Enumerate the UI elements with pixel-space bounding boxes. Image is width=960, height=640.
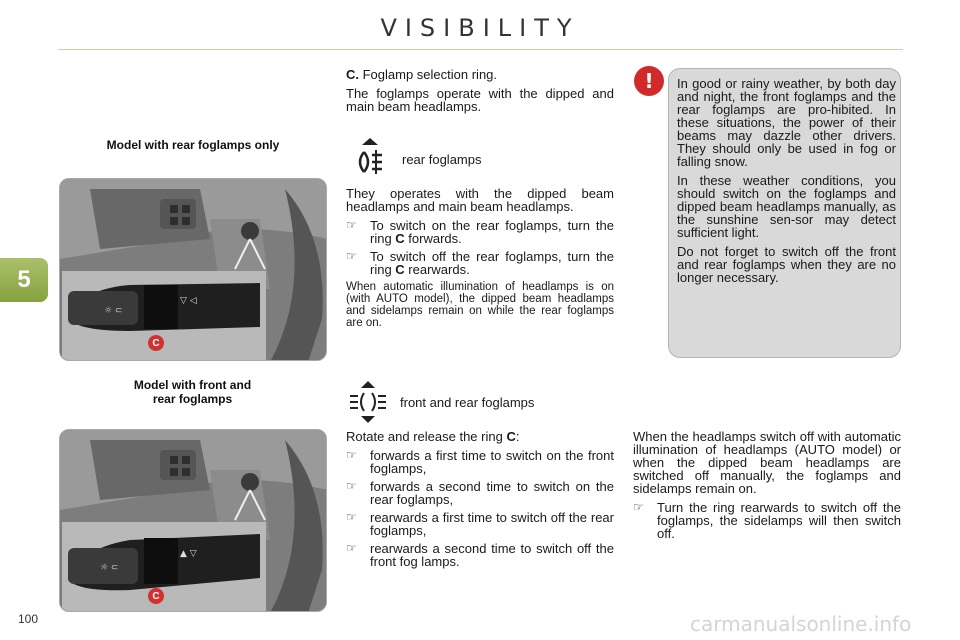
rear-foglamp-section	[346, 187, 614, 335]
watermark: carmanualsonline.info	[690, 612, 912, 636]
page-title: VISIBILITY	[380, 14, 580, 42]
bullet-text: rearwards a second time to switch off the front fog lamps.	[370, 541, 614, 569]
ring-ref: C	[395, 231, 405, 246]
hand-pointer-icon: ☞	[346, 218, 357, 232]
svg-text:▽ ◁: ▽ ◁	[180, 296, 197, 306]
hand-pointer-icon: ☞	[346, 249, 357, 263]
bullet-text: forwards a first time to switch on the front foglamps,	[370, 448, 614, 476]
svg-text:☼ ⊂: ☼ ⊂	[104, 306, 123, 316]
ring-c-marker: C	[148, 335, 164, 351]
front-rear-foglamp-row	[348, 381, 534, 423]
svg-text:▲ ▽: ▲ ▽	[180, 549, 197, 559]
dashboard-drawing	[60, 430, 327, 612]
rotate-text: :	[515, 429, 520, 444]
svg-text:☼ ⊂: ☼ ⊂	[100, 563, 119, 573]
hand-pointer-icon: ☞	[346, 541, 357, 555]
front-rear-foglamp-icon	[348, 381, 388, 423]
ring-ref: C	[506, 429, 516, 444]
list-item	[346, 542, 614, 568]
rear-foglamp-row	[350, 138, 481, 180]
hand-pointer-icon: ☞	[346, 448, 357, 462]
bullet-text: forwards a second time to switch on the rear foglamps,	[370, 479, 614, 507]
list-item	[346, 480, 614, 506]
caption-rear-only: Model with rear foglamps only	[106, 138, 280, 152]
ring-label: C.	[346, 67, 359, 82]
ring-c-marker: C	[148, 588, 164, 604]
bullet-text: rearwards a first time to switch off the rear foglamps,	[370, 510, 614, 538]
list-item	[346, 219, 614, 245]
warning-paragraph: Do not forget to switch off the front and rear foglamps when they are no longer necessary.	[677, 244, 896, 285]
rear-description: They operates with the dipped beam headlamps and main beam headlamps.	[346, 186, 614, 214]
stalk-illustration-rear	[59, 178, 327, 361]
bullet-text: To switch on the rear foglamps, turn the ring	[370, 218, 614, 246]
hand-pointer-icon: ☞	[346, 510, 357, 524]
list-item	[346, 250, 614, 276]
stalk-illustration-front-rear	[59, 429, 327, 612]
ring-description: Foglamp selection ring.	[359, 67, 498, 82]
rotate-text: Rotate and release the ring	[346, 429, 507, 444]
warning-paragraph: In good or rainy weather, by both day and night, the front foglamps and the rear foglamps are pro-hibited. In these situations, the power of their beams may dazzle other drivers. They should only be used in fog or falling snow.	[677, 76, 896, 169]
list-item	[346, 511, 614, 537]
hand-pointer-icon: ☞	[633, 500, 644, 514]
chapter-tab: 5	[0, 258, 48, 302]
hand-pointer-icon: ☞	[346, 479, 357, 493]
warning-text	[677, 77, 896, 284]
auto-off-section	[633, 430, 901, 545]
front-rear-foglamp-label: front and rear foglamps	[400, 394, 535, 410]
caption-line: rear foglamps	[152, 392, 233, 406]
rear-foglamp-icon	[350, 138, 390, 180]
dashboard-drawing	[60, 179, 327, 361]
auto-illumination-note: When automatic illumination of headlamps is on (with AUTO model), the dipped beam headlamps and sidelamps remain on while the rear foglamps are on.	[346, 281, 614, 329]
bullet-text: rearwards.	[404, 262, 470, 277]
warning-icon: !	[634, 66, 664, 96]
rear-foglamp-label: rear foglamps	[402, 151, 482, 167]
header-divider	[58, 49, 903, 50]
bullet-text: Turn the ring rearwards to switch off the foglamps, the sidelamps will then switch off.	[657, 500, 901, 541]
front-rear-section	[346, 430, 614, 573]
intro-paragraph: The foglamps operate with the dipped and main beam headlamps.	[346, 86, 614, 114]
page-number: 100	[18, 612, 39, 626]
warning-box	[668, 68, 901, 358]
ring-ref: C	[395, 262, 405, 277]
warning-paragraph: In these weather conditions, you should switch on the foglamps and dipped beam headlamps manually, as the sunshine sen-sor may detect sufficient light.	[677, 173, 896, 240]
list-item	[633, 501, 901, 540]
intro-section	[346, 68, 614, 119]
bullet-text: To switch off the rear foglamps, turn the ring	[370, 249, 614, 277]
list-item	[346, 449, 614, 475]
caption-front-and-rear	[90, 378, 295, 406]
caption-line: Model with front and	[133, 378, 252, 392]
bullet-text: forwards.	[404, 231, 462, 246]
auto-off-paragraph: When the headlamps switch off with automatic illumination of headlamps (AUTO model) or when the dipped beam headlamps are switched off manually, the foglamps and sidelamps remain on.	[633, 429, 901, 496]
